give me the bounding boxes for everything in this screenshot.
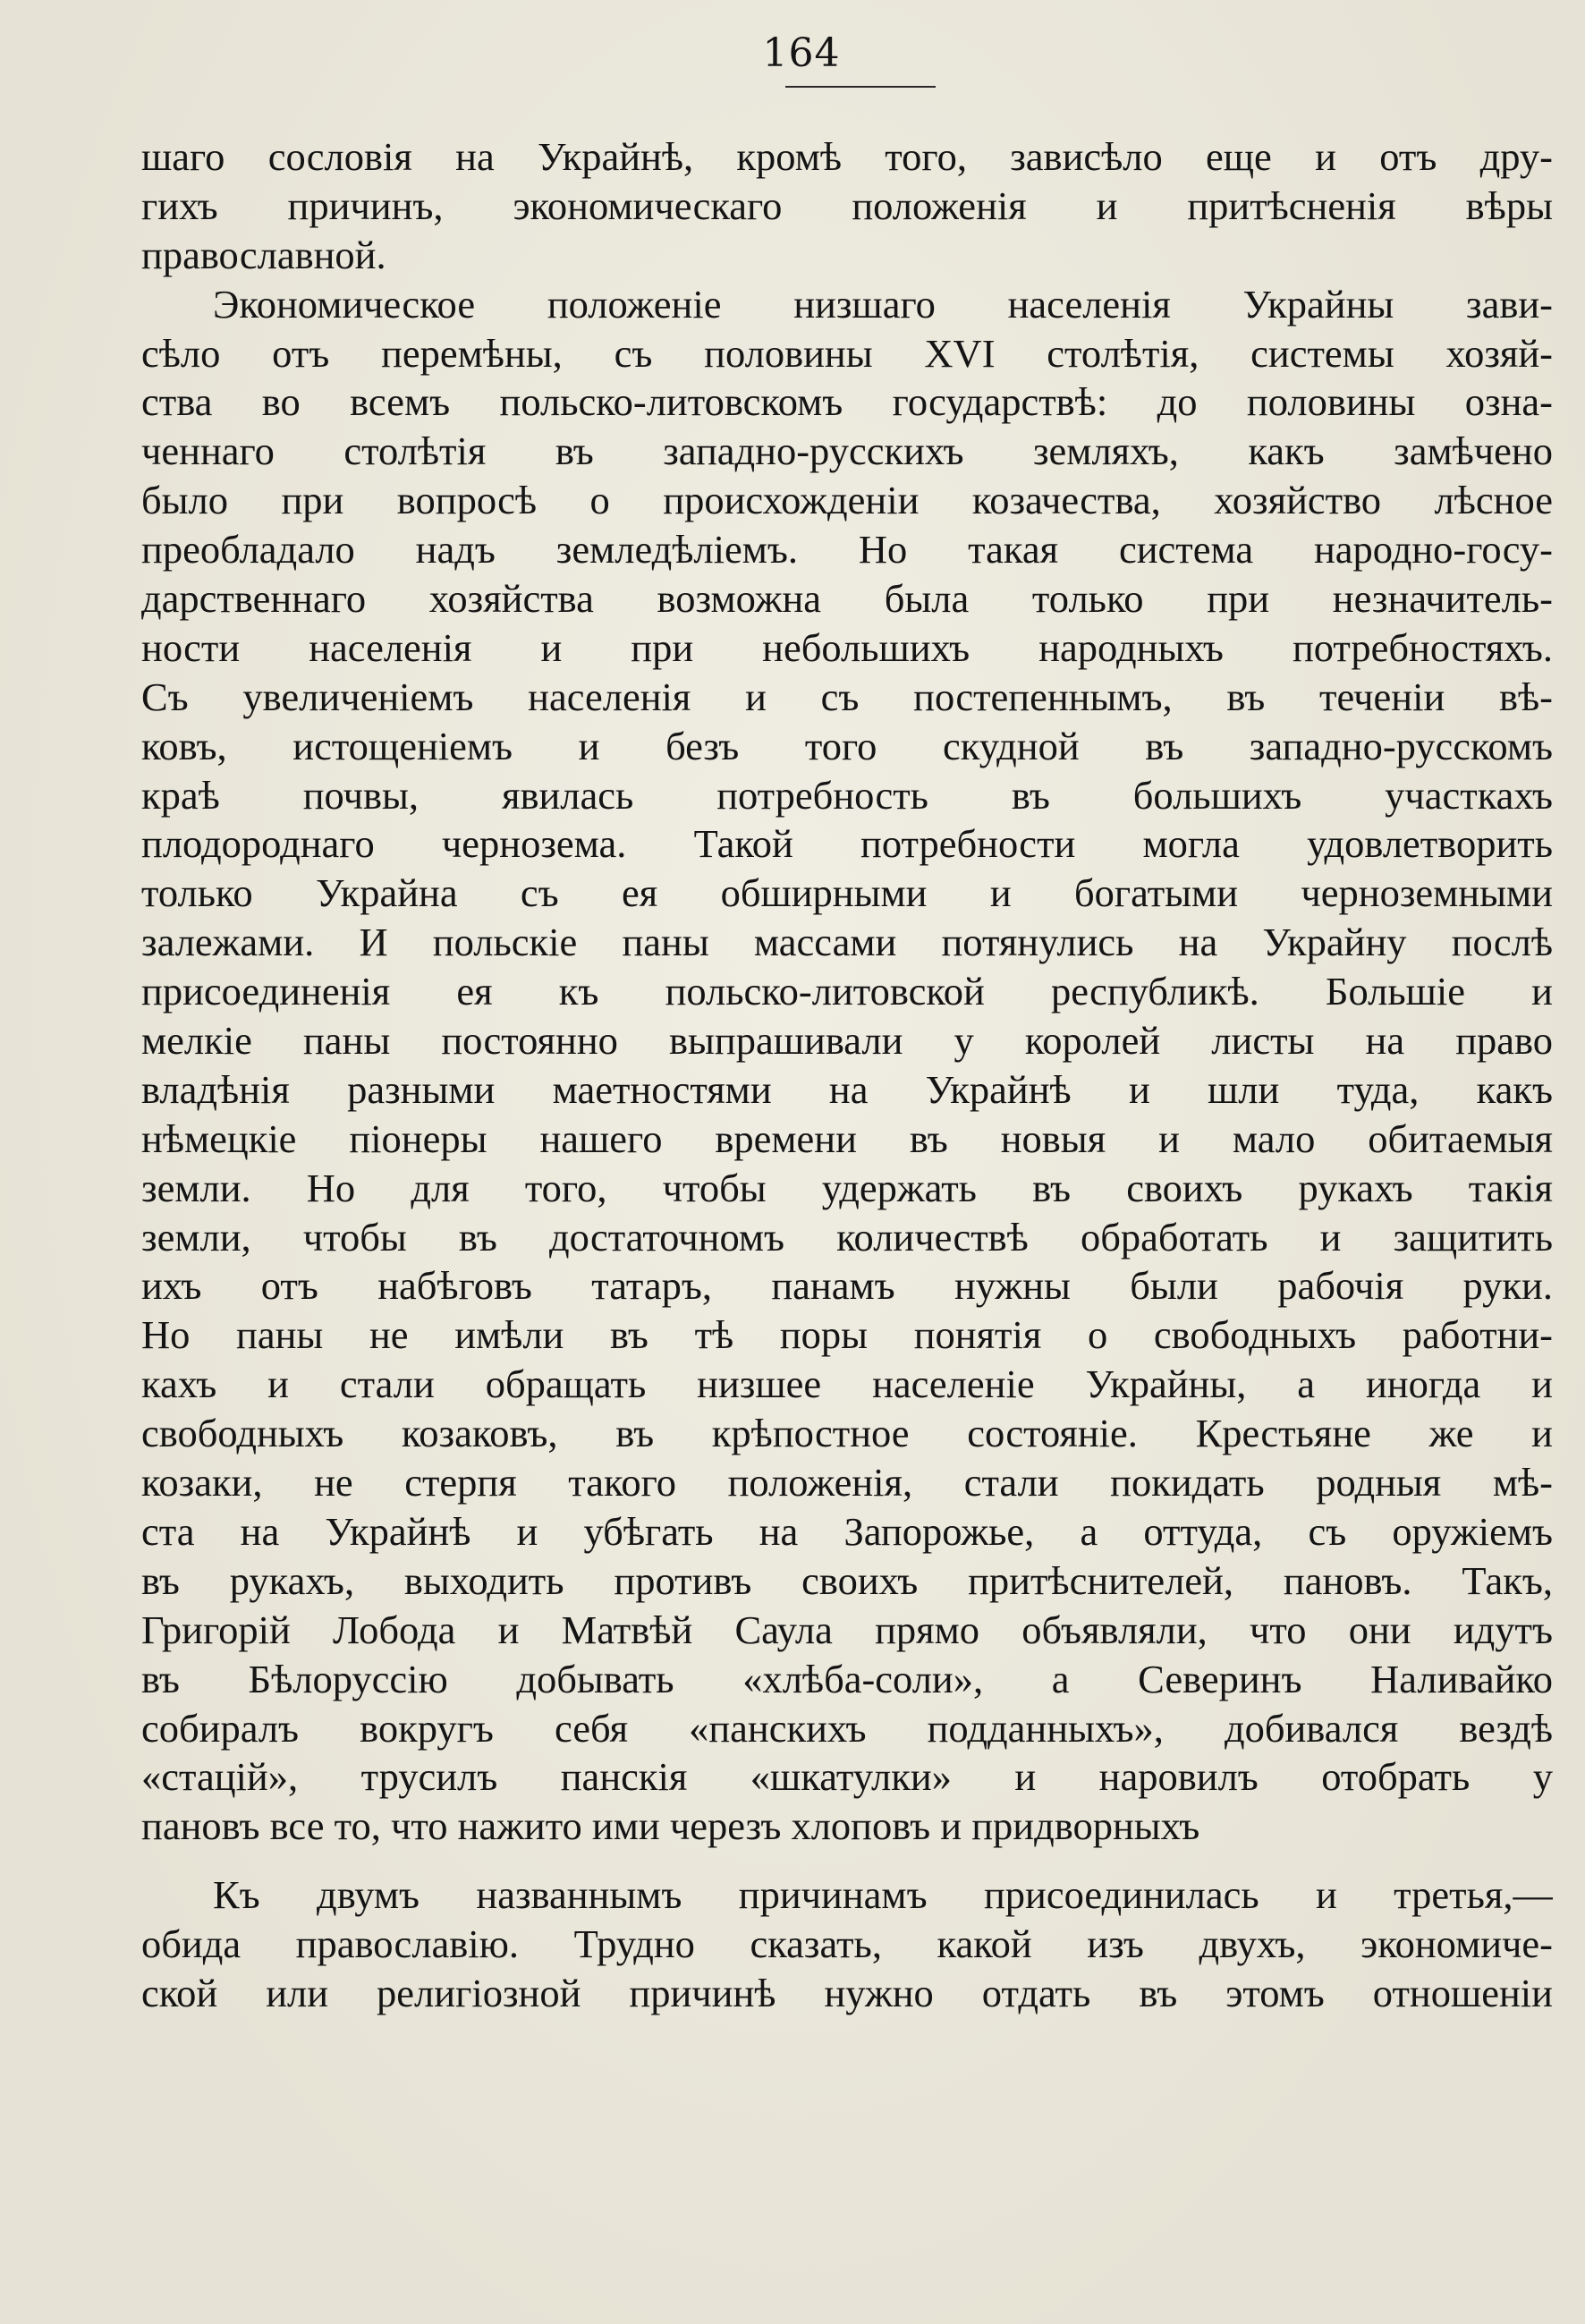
text-line: мелкіе паны постоянно выпрашивали у королей листы на право [141,1018,1553,1064]
text-line: владѣнія разными маетностями на Украйнѣ и шли туда, какъ [141,1066,1553,1112]
text-line: ковъ, истощеніемъ и безъ того скудной въ западно-русскомъ [141,723,1553,768]
text-line: собиралъ вокругъ себя «панскихъ подданныхъ», добивался вездѣ [141,1705,1553,1751]
text-line: кахъ и стали обращать низшее населеніе Украйны, а иногда и [141,1361,1553,1407]
page-header [0,30,1585,76]
text-line: краѣ почвы, явилась потребность въ большихъ участкахъ [141,772,1553,818]
text-line: свободныхъ козаковъ, въ крѣпостное состояніе. Крестьяне же и [141,1411,1553,1456]
text-line: земли. Но для того, чтобы удержать въ своихъ рукахъ такія [141,1165,1553,1210]
text-line: Экономическое положеніе низшаго населенія Украйны зави- [213,281,1553,327]
text-line: ченнаго столѣтія въ западно-русскихъ земляхъ, какъ замѣчено [141,428,1553,474]
text-line: пановъ все то, что нажито ими черезъ хлоповъ и придворныхъ [141,1803,1200,1849]
text-line: гихъ причинъ, экономическаго положенія и притѣсненія вѣры [141,182,1553,228]
text-line: Григорій Лобода и Матвѣй Саула прямо объявляли, что они идутъ [141,1607,1553,1652]
text-line: дарственнаго хозяйства возможна была только при незначитель- [141,576,1553,622]
text-line: обида православію. Трудно сказать, какой изъ двухъ, экономиче- [141,1921,1553,1967]
text-line: сѣло отъ перемѣны, съ половины XVI столѣтія, системы хозяй- [141,330,1553,376]
text-line: Но паны не имѣли въ тѣ поры понятія о свободныхъ работни- [141,1312,1553,1358]
text-line: земли, чтобы въ достаточномъ количествѣ обработать и защитить [141,1214,1553,1260]
text-line: въ Бѣлоруссію добывать «хлѣба-соли», а Северинъ Наливайко [141,1656,1553,1701]
text-line: ства во всемъ польско-литовскомъ государствѣ: до половины озна- [141,379,1553,425]
text-line: «стацій», трусилъ панскія «шкатулки» и наровилъ отобрать у [141,1754,1553,1800]
text-line: только Украйна съ ея обширными и богатыми черноземными [141,870,1553,916]
text-line: ской или религіозной причинѣ нужно отдать въ этомъ отношеніи [141,1970,1553,2015]
text-line: ихъ отъ набѣговъ татаръ, панамъ нужны были рабочія руки. [141,1263,1553,1309]
text-line: ности населенія и при небольшихъ народныхъ потребностяхъ. [141,624,1553,670]
text-line: залежами. И польскіе паны массами потянулись на Украйну послѣ [141,920,1553,965]
text-line: православной. [141,232,386,277]
text-line: Къ двумъ названнымъ причинамъ присоединилась и третья,— [213,1872,1553,1918]
text-line: ста на Украйнѣ и убѣгать на Запорожье, а оттуда, съ оружіемъ [141,1508,1553,1554]
text-line: плодороднаго чернозема. Такой потребности могла удовлетворить [141,821,1553,867]
text-line: въ рукахъ, выходить противъ своихъ притѣснителей, пановъ. Такъ, [141,1557,1553,1603]
text-line: было при вопросѣ о происхожденіи козачества, хозяйство лѣсное [141,478,1553,523]
page-number: 164 [762,30,841,76]
header-rule [785,86,936,88]
paragraph-gap [141,1851,1553,1870]
text-line: козаки, не стерпя такого положенія, стали покидать родныя мѣ- [141,1460,1553,1506]
body-text [141,132,1553,2018]
text-line: Съ увеличеніемъ населенія и съ постепеннымъ, въ теченіи вѣ- [141,674,1553,719]
text-line: присоединенія ея къ польско-литовской республикѣ. Большіе и [141,969,1553,1014]
text-line: нѣмецкіе піонеры нашего времени въ новыя и мало обитаемыя [141,1115,1553,1161]
text-line: шаго сословія на Украйнѣ, кромѣ того, зависѣло еще и отъ дру- [141,134,1553,179]
text-line: преобладало надъ земледѣліемъ. Но такая система народно-госу- [141,527,1553,573]
